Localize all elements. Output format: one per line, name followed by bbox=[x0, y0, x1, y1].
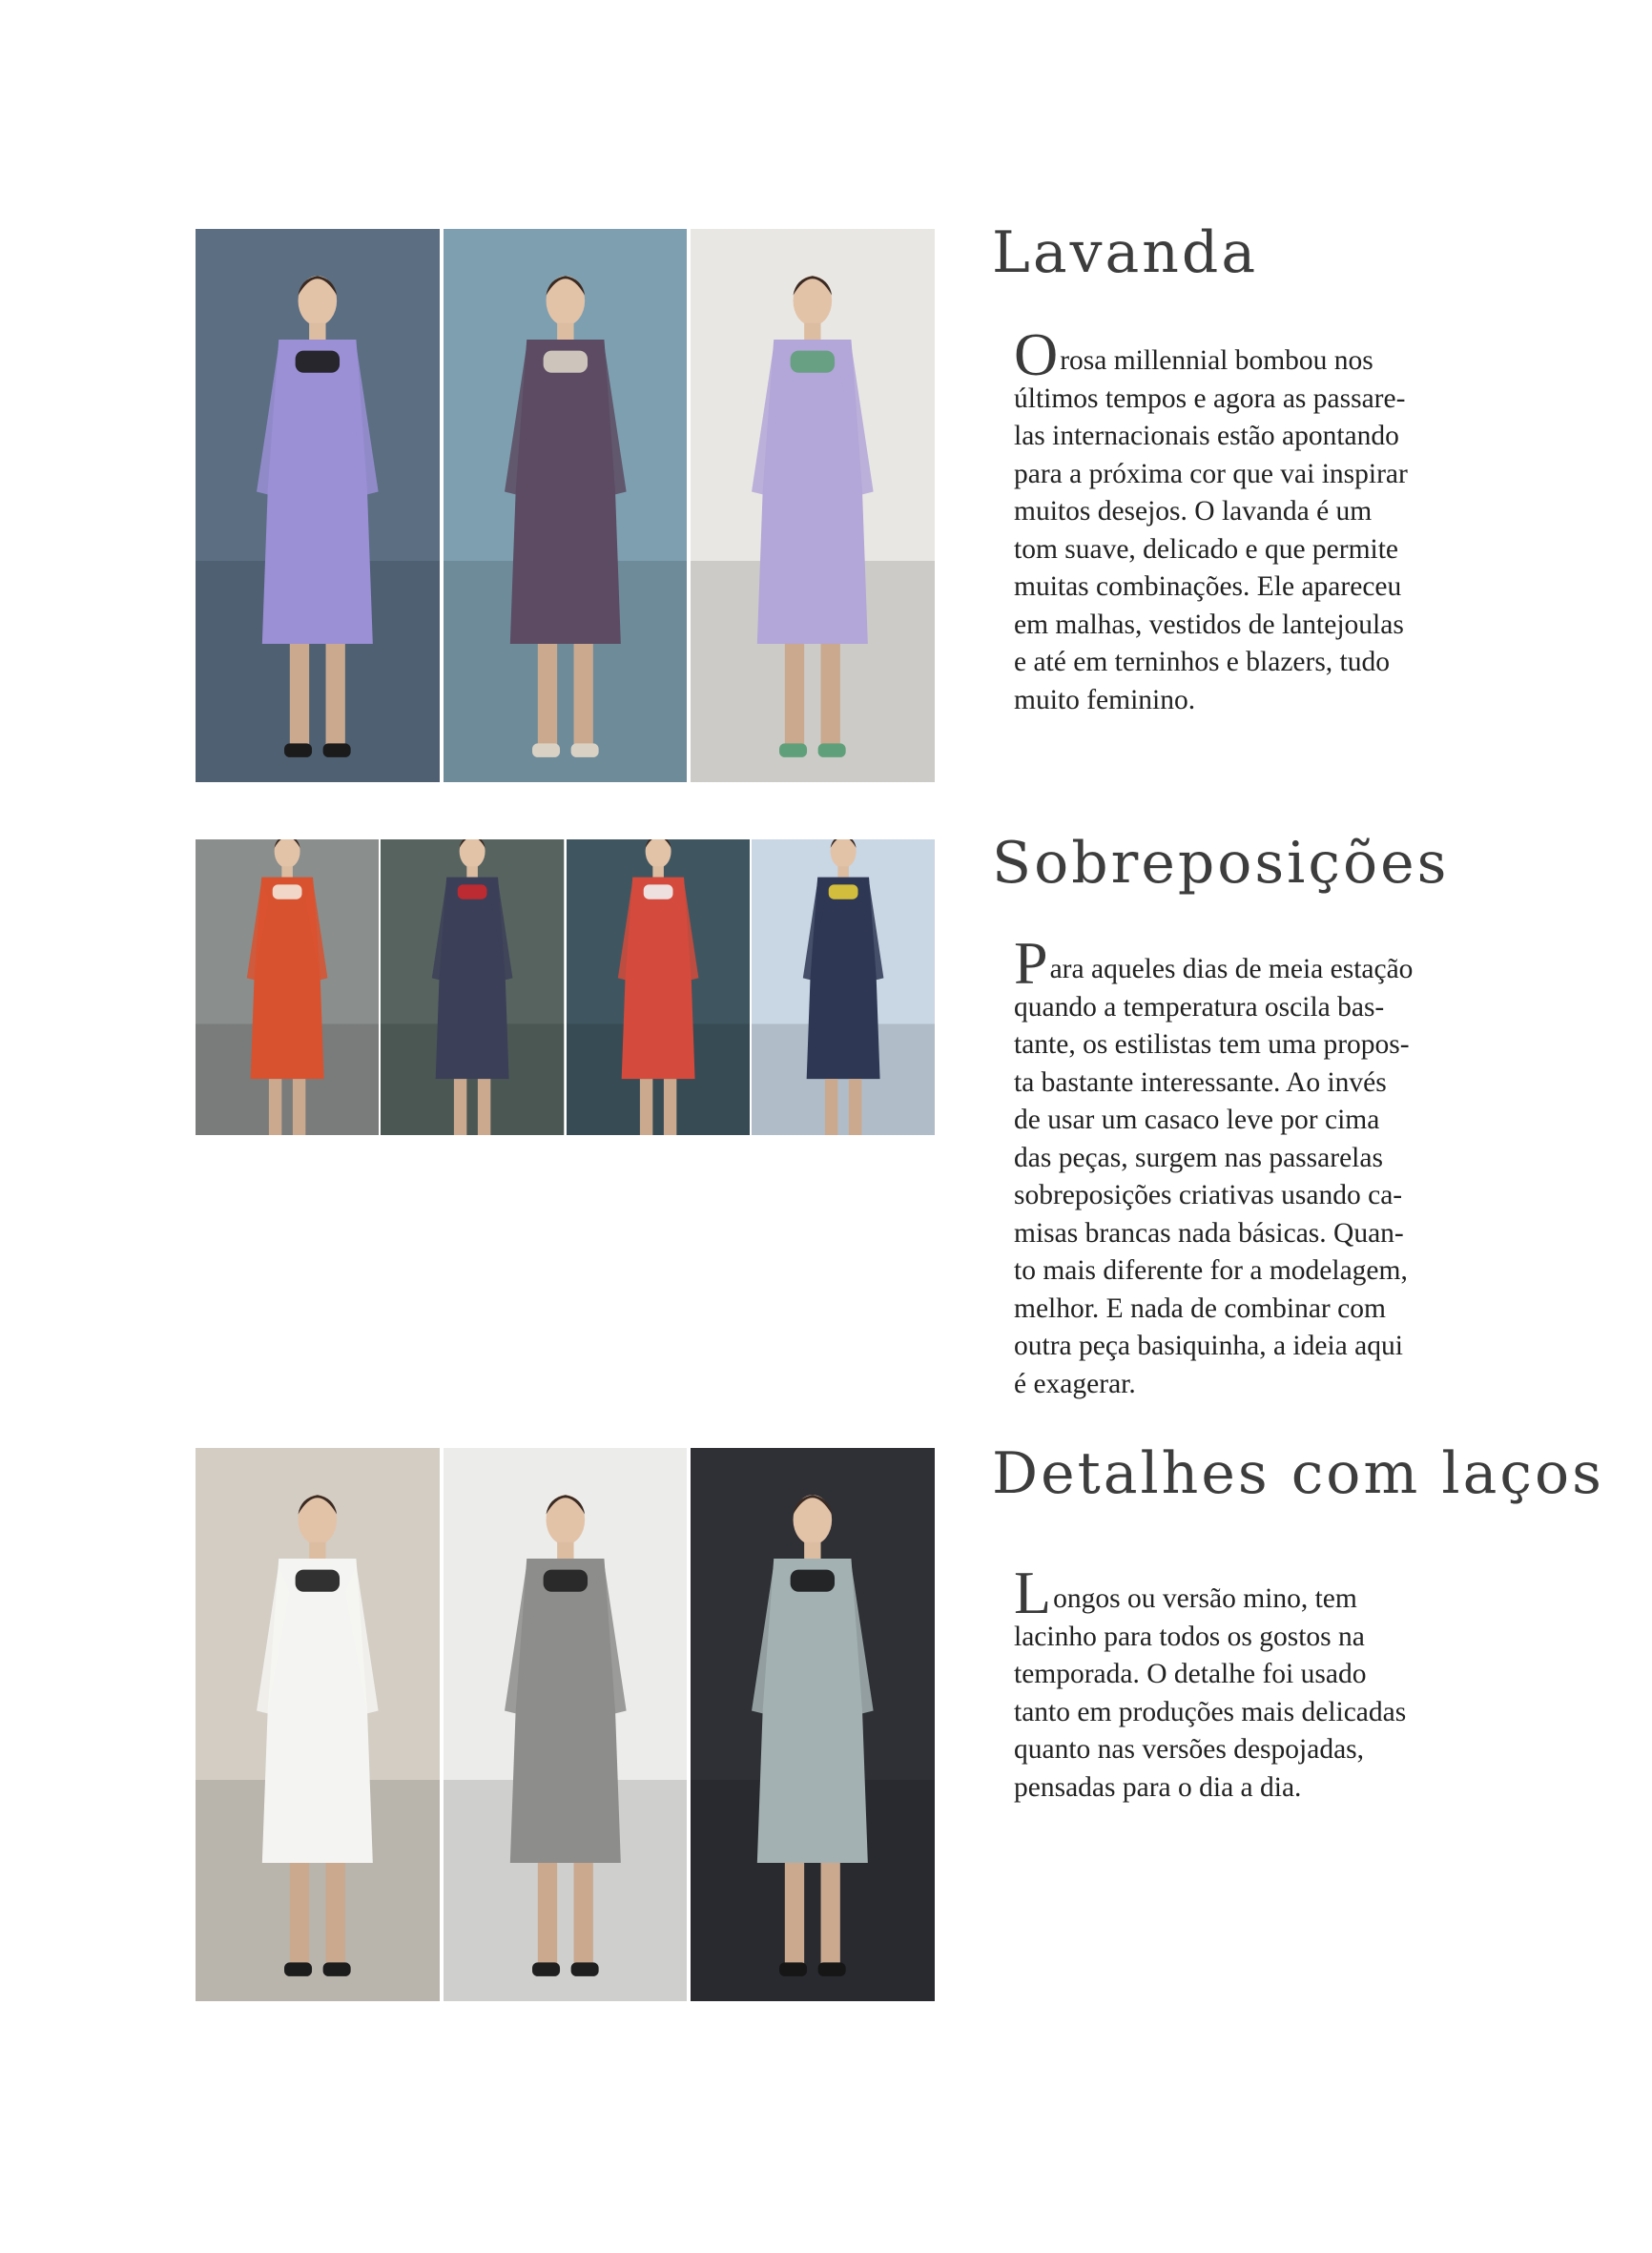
runway-photo bbox=[196, 839, 379, 1135]
body-line: melhor. E nada de combinar com bbox=[1014, 1292, 1386, 1324]
body-line: ta bastante interessante. Ao invés bbox=[1014, 1066, 1387, 1098]
body-line: outra peça basiquinha, a ideia aqui bbox=[1014, 1331, 1403, 1361]
photo-strip-sobreposicoes bbox=[196, 839, 935, 1135]
runway-photo bbox=[567, 839, 750, 1135]
body-line: muitas combinações. Ele apareceu bbox=[1014, 571, 1402, 602]
body-line: las internacionais estão apontando bbox=[1014, 421, 1399, 451]
body-line: Orosa millennial bombou nos bbox=[1014, 320, 1373, 388]
photo-strip-lavanda bbox=[196, 229, 935, 782]
runway-figure-illustration bbox=[691, 1448, 935, 2001]
body-line: sobreposições criativas usando ca- bbox=[1014, 1180, 1403, 1210]
body-line: últimos tempos e agora as passare- bbox=[1014, 382, 1406, 414]
body-line: e até em terninhos e blazers, tudo bbox=[1014, 647, 1391, 677]
runway-figure-illustration bbox=[567, 839, 750, 1135]
body-line: to mais diferente for a modelagem, bbox=[1014, 1255, 1408, 1286]
runway-photo bbox=[196, 229, 440, 782]
runway-photo bbox=[752, 839, 935, 1135]
runway-figure-illustration bbox=[444, 229, 688, 782]
body-line: muitos desejos. O lavanda é um bbox=[1014, 496, 1373, 527]
body-line: de usar um casaco leve por cima bbox=[1014, 1105, 1380, 1135]
runway-figure-illustration bbox=[196, 229, 440, 782]
runway-figure-illustration bbox=[196, 1448, 440, 2001]
runway-photo bbox=[691, 229, 935, 782]
body-line: das peças, surgem nas passarelas bbox=[1014, 1142, 1383, 1173]
body-line: lacinho para todos os gostos na bbox=[1014, 1621, 1365, 1652]
body-line: misas brancas nada básicas. Quan- bbox=[1014, 1217, 1404, 1249]
body-line: Longos ou versão mino, tem bbox=[1014, 1559, 1357, 1626]
section-body bbox=[1014, 1559, 1472, 1807]
section-body bbox=[1014, 320, 1472, 719]
body-line: tom suave, delicado e que permite bbox=[1014, 533, 1399, 565]
body-line: para a próxima cor que vai inspirar bbox=[1014, 458, 1408, 489]
body-line: Para aqueles dias de meia estação bbox=[1014, 929, 1414, 997]
body-line: muito feminino. bbox=[1014, 684, 1196, 715]
body-line: quando a temperatura oscila bas- bbox=[1014, 991, 1385, 1023]
runway-figure-illustration bbox=[381, 839, 564, 1135]
section-title: Detalhes com laços bbox=[992, 1440, 1604, 1507]
section-body bbox=[1014, 929, 1472, 1403]
runway-figure-illustration bbox=[691, 229, 935, 782]
body-line: tanto em produções mais delicadas bbox=[1014, 1696, 1407, 1727]
runway-photo bbox=[381, 839, 564, 1135]
drop-cap: O bbox=[1014, 320, 1059, 388]
body-line: pensadas para o dia a dia. bbox=[1014, 1771, 1302, 1803]
section-title: Sobreposições bbox=[992, 830, 1450, 897]
drop-cap: L bbox=[1014, 1559, 1052, 1626]
runway-photo bbox=[196, 1448, 440, 2001]
body-line: em malhas, vestidos de lantejoulas bbox=[1014, 609, 1404, 640]
body-line: quanto nas versões despojadas, bbox=[1014, 1734, 1365, 1765]
body-line: temporada. O detalhe foi usado bbox=[1014, 1659, 1367, 1689]
runway-figure-illustration bbox=[196, 839, 379, 1135]
runway-photo bbox=[444, 229, 688, 782]
section-title: Lavanda bbox=[992, 219, 1259, 286]
body-line: tante, os estilistas tem uma propos- bbox=[1014, 1029, 1410, 1060]
runway-photo bbox=[691, 1448, 935, 2001]
runway-photo bbox=[444, 1448, 688, 2001]
drop-cap: P bbox=[1014, 929, 1048, 997]
runway-figure-illustration bbox=[444, 1448, 688, 2001]
photo-strip-detalhes bbox=[196, 1448, 935, 2001]
body-line: é exagerar. bbox=[1014, 1368, 1136, 1399]
runway-figure-illustration bbox=[752, 839, 935, 1135]
